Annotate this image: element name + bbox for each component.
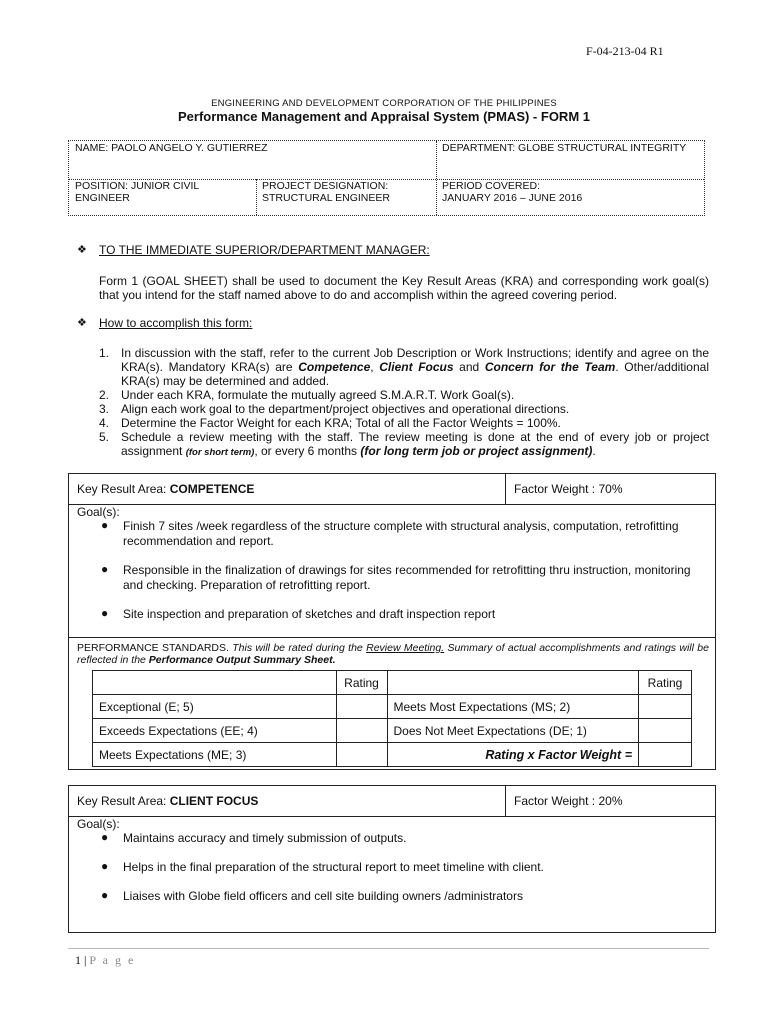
diamond-bullet-icon: ❖ (77, 244, 87, 256)
diamond-bullet-icon: ❖ (77, 317, 87, 329)
section-heading-text: How to accomplish this form: (99, 316, 253, 330)
step-item: 2. Under each KRA, formulate the mutually agreed S.M.A.R.T. Work Goal(s). (99, 388, 515, 402)
goal-item: ● Liaises with Globe field officers and cell site building owners /administrators (101, 888, 523, 903)
footer-divider (68, 948, 709, 949)
employee-department: DEPARTMENT: GLOBE STRUCTURAL INTEGRITY (442, 142, 687, 154)
corporation-name: ENGINEERING AND DEVELOPMENT CORPORATION OF THE PHILIPPINES (211, 98, 557, 109)
kra-title: Key Result Area: CLIENT FOCUS (77, 794, 259, 808)
rating-cell[interactable] (336, 719, 387, 743)
period-value: JANUARY 2016 – JUNE 2016 (442, 192, 583, 204)
page-word: P a g e (89, 953, 136, 967)
page-number: 1 (75, 953, 81, 967)
goal-item: ● Maintains accuracy and timely submission of outputs. (101, 830, 407, 845)
section-heading-superior (77, 243, 677, 259)
goal-item: ● Responsible in the finalization of drawings for sites recommended for retrofitting thru instruction, monitoring and checking. Preparation of retrofitting report. (101, 562, 691, 592)
goal-item: ● Helps in the final preparation of the structural report to meet timeline with client. (101, 859, 544, 874)
section-heading-how-to (77, 316, 677, 332)
goal-item: ● Finish 7 sites /week regardless of the structure complete with structural analysis, computation, retrofitting recommendation and report. (101, 518, 679, 548)
factor-weight: Factor Weight : 20% (505, 786, 716, 816)
rating-cell[interactable] (639, 719, 692, 743)
bullet-icon: ● (101, 830, 109, 844)
employee-position: POSITION: JUNIOR CIVIL ENGINEER (75, 180, 199, 204)
form-title: Performance Management and Appraisal System (PMAS) - FORM 1 (177, 109, 590, 124)
rating-row: Exceptional (E; 5) Meets Most Expectations (MS; 2) (93, 695, 692, 719)
rating-header-row (93, 671, 692, 695)
bullet-icon: ● (101, 859, 109, 873)
goals-label: Goal(s): (77, 505, 120, 519)
rating-cell[interactable] (639, 695, 692, 719)
rating-cell[interactable] (336, 743, 387, 767)
period-covered (436, 179, 704, 205)
steps-list (99, 346, 709, 460)
kra-header (69, 786, 715, 817)
bullet-icon: ● (101, 888, 109, 902)
kra-title: Key Result Area: COMPETENCE (77, 482, 255, 496)
rating-row: Exceeds Expectations (EE; 4) Does Not Meet Expectations (DE; 1) (93, 719, 692, 743)
rating-result-cell[interactable] (639, 743, 692, 767)
rating-header: Rating (639, 671, 692, 695)
form-code: F-04-213-04 R1 (586, 44, 664, 58)
kra-competence-box (68, 473, 716, 770)
rating-table (92, 670, 692, 767)
page-footer: 1 | P a g e (75, 953, 136, 967)
rating-cell[interactable] (336, 695, 387, 719)
employee-name: NAME: PAOLO ANGELO Y. GUTIERREZ (75, 142, 268, 154)
bullet-icon: ● (101, 606, 109, 620)
period-label: PERIOD COVERED: (442, 180, 541, 192)
factor-weight: Factor Weight : 70% (505, 474, 716, 504)
step-item: 3. Align each work goal to the department/project objectives and operational directions. (99, 402, 570, 416)
bullet-icon: ● (101, 562, 109, 576)
kra-header (69, 474, 715, 505)
rating-row: Meets Expectations (ME; 3) Rating x Factor Weight = (93, 743, 692, 767)
employee-info-grid (68, 140, 705, 216)
goal-item: ● Site inspection and preparation of sketches and draft inspection report (101, 606, 496, 621)
kra-client-focus-box (68, 785, 716, 933)
bullet-icon: ● (101, 518, 109, 532)
step-item: 1. In discussion with the staff, refer to the current Job Description or Work Instructions; identify and agree on the KRA(s). Mandatory KRA(s) are Competence, Client Focus and Concern for the Team. Other/additional KRA(s) may be determined and added. (99, 346, 709, 388)
rating-header: Rating (336, 671, 387, 695)
rating-x-factor-label: Rating x Factor Weight = (387, 743, 639, 767)
goals-label: Goal(s): (77, 817, 120, 831)
instructions-paragraph: Form 1 (GOAL SHEET) shall be used to document the Key Result Areas (KRA) and corresponding work goal(s) that you intend for the staff named above to do and accomplish within the agreed covering period. (99, 274, 709, 302)
section-heading-text: TO THE IMMEDIATE SUPERIOR/DEPARTMENT MANAGER: (99, 243, 430, 257)
performance-standards-text: PERFORMANCE STANDARDS. This will be rated during the Review Meeting. Summary of actual accomplishments and ratings will be reflected in the Performance Output Summary Sheet. (77, 642, 709, 666)
step-item: 4. Determine the Factor Weight for each KRA; Total of all the Factor Weights = 100%. (99, 416, 561, 430)
step-item: 5. Schedule a review meeting with the staff. The review meeting is done at the end of every job or project assignment (for short term), or every 6 months (for long term job or project assignment). (99, 430, 709, 458)
project-designation: PROJECT DESIGNATION: STRUCTURAL ENGINEER (262, 180, 390, 204)
